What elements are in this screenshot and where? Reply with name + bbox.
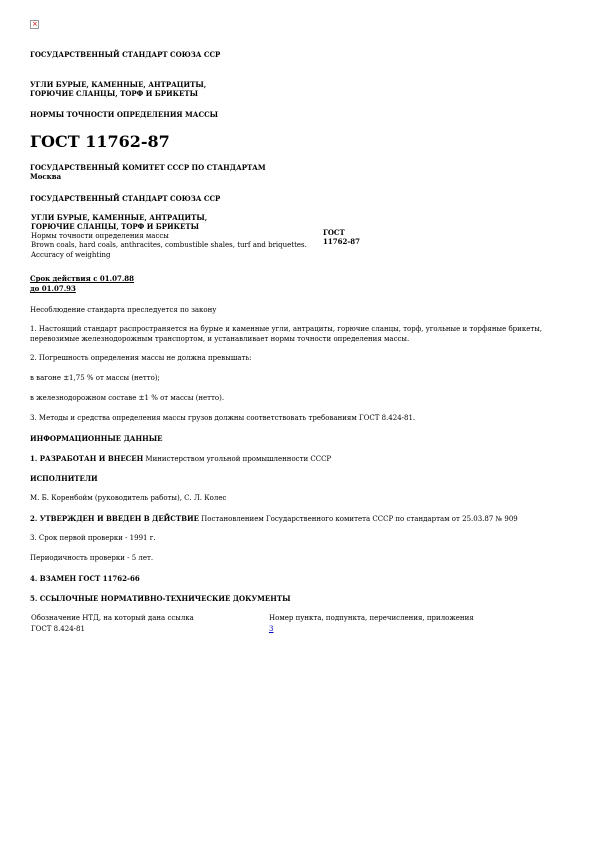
paragraph-2a: в вагоне ±1,75 % от массы (нетто);: [30, 374, 160, 382]
ref-table-cell-designation: ГОСТ 8.424-81: [31, 625, 85, 633]
title-block-line-3: Нормы точности определения массы: [31, 232, 169, 240]
title-block-line-4: Brown coals, hard coals, anthracites, combustible shales, turf and briquettes.: [31, 241, 307, 249]
norms-line: НОРМЫ ТОЧНОСТИ ОПРЕДЕЛЕНИЯ МАССЫ: [30, 110, 219, 119]
executors-heading: ИСПОЛНИТЕЛИ: [30, 474, 98, 483]
gost-number: 11762-87: [323, 237, 360, 246]
ref-table-header-item-number: Номер пункта, подпункта, перечисления, приложения: [269, 614, 474, 622]
info-item-2-rest: Постановлением Государственного комитета СССР по стандартам от 25.03.87 № 909: [198, 515, 518, 523]
paragraph-1-line-2: перевозимые железнодорожным транспортом, и устанавливает нормы точности определения массы.: [30, 335, 410, 343]
info-item-4: 4. ВЗАМЕН ГОСТ 11762-66: [30, 574, 140, 583]
executors-list: М. Б. Коренбойм (руководитель работы), С. Л. Колес: [30, 494, 227, 502]
title-block-line-1: УГЛИ БУРЫЕ, КАМЕННЫЕ, АНТРАЦИТЫ,: [31, 213, 208, 222]
standard-line: ГОСУДАРСТВЕННЫЙ СТАНДАРТ СОЮЗА ССР: [30, 50, 221, 59]
ref-table-cell-item-link[interactable]: 3: [269, 625, 274, 633]
paragraph-3: 3. Методы и средства определения массы грузов должны соответствовать требованиям ГОСТ 8.424-81.: [30, 414, 416, 422]
info-heading: ИНФОРМАЦИОННЫЕ ДАННЫЕ: [30, 434, 163, 443]
title-block-line-5: Accuracy of weighting: [31, 251, 111, 259]
info-item-1: [30, 454, 331, 464]
broken-image-icon: ×: [32, 20, 38, 28]
committee-line: ГОСУДАРСТВЕННЫЙ КОМИТЕТ СССР ПО СТАНДАРТАМ: [30, 163, 266, 172]
paragraph-1-line-1: 1. Настоящий стандарт распространяется на бурые и каменные угли, антрациты, горючие сланцы, торф, угольные и торфяные брикеты,: [30, 325, 543, 333]
validity-to-text: до 01.07.93: [30, 284, 76, 293]
law-notice: Несоблюдение стандарта преследуется по закону: [30, 306, 217, 314]
check-period: Периодичность проверки - 5 лет.: [30, 554, 154, 562]
standard-line-2: ГОСУДАРСТВЕННЫЙ СТАНДАРТ СОЮЗА ССР: [30, 194, 221, 203]
paragraph-2: 2. Погрешность определения массы не должна превышать:: [30, 354, 252, 362]
ref-table-header-designation: Обозначение НТД, на который дана ссылка: [31, 614, 194, 622]
paragraph-2b: в железнодорожном составе ±1 % от массы (нетто).: [30, 394, 225, 402]
info-item-2: [30, 514, 518, 524]
city-line: Москва: [30, 172, 62, 181]
title-block-line-2: ГОРЮЧИЕ СЛАНЦЫ, ТОРФ И БРИКЕТЫ: [31, 222, 199, 231]
validity-from: [30, 274, 134, 283]
info-item-1-bold: 1. РАЗРАБОТАН И ВНЕСЕН: [30, 454, 144, 463]
info-item-1-rest: Министерством угольной промышленности СССР: [143, 455, 332, 463]
validity-to: [30, 284, 76, 293]
gost-title: ГОСТ 11762-87: [30, 132, 170, 151]
info-item-2-bold: 2. УТВЕРЖДЕН И ВВЕДЕН В ДЕЙСТВИЕ: [30, 514, 199, 523]
info-item-3: 3. Срок первой проверки - 1991 г.: [30, 534, 156, 542]
gost-label: ГОСТ: [323, 228, 345, 237]
subject-line-1: УГЛИ БУРЫЕ, КАМЕННЫЕ, АНТРАЦИТЫ,: [30, 80, 207, 89]
validity-from-text: Срок действия с 01.07.88: [30, 274, 134, 283]
info-item-5: 5. ССЫЛОЧНЫЕ НОРМАТИВНО-ТЕХНИЧЕСКИЕ ДОКУМЕНТЫ: [30, 594, 291, 603]
subject-line-2: ГОРЮЧИЕ СЛАНЦЫ, ТОРФ И БРИКЕТЫ: [30, 89, 198, 98]
